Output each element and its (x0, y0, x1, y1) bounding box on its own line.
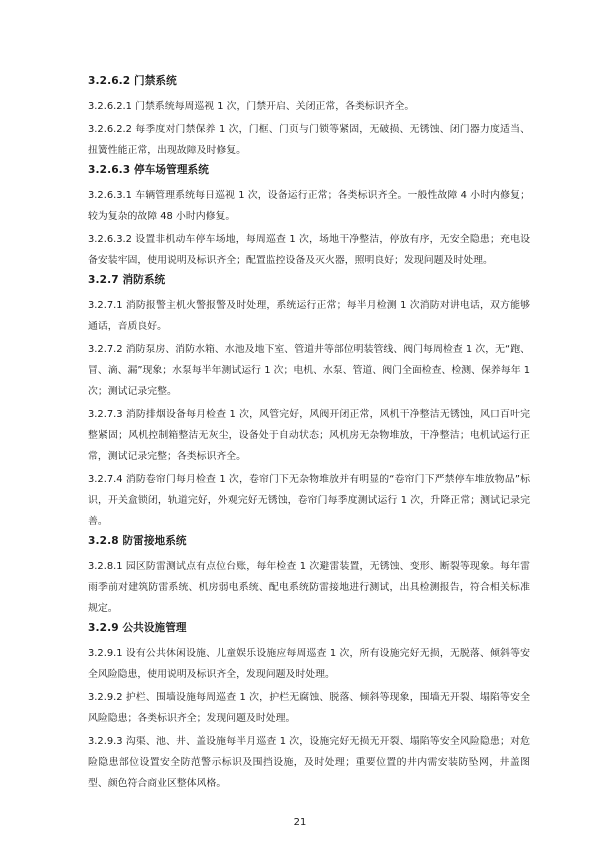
document-body (88, 74, 530, 796)
body-paragraph: 3.2.9.3 沟渠、池、井、盖设施每半月巡查 1 次，设施完好无损无开裂、塌陷等安全风险隐患；对危险隐患部位设置安全防范警示标识及围挡设施，及时处理；重要位置的井内需安装防坠网，井盖图型、颜色符合商业区整体风格。 (88, 736, 530, 789)
body-paragraph: 3.2.6.2.2 每季度对门禁保养 1 次，门框、门页与门锁等紧固，无破损、无锈蚀、闭门器力度适当、扭簧性能正常，出现故障及时修复。 (88, 124, 530, 156)
page-number: 21 (293, 817, 307, 828)
section-heading: 3.2.7 消防系统 (88, 274, 166, 286)
section-heading: 3.2.8 防雷接地系统 (88, 535, 187, 547)
body-paragraph: 3.2.9.1 设有公共休闲设施、儿童娱乐设施应每周巡查 1 次，所有设施完好无损，无脱落、倾斜等安全风险隐患，使用说明及标识齐全，发现问题及时处理。 (88, 648, 530, 680)
body-paragraph: 3.2.9.2 护栏、围墙设施每周巡查 1 次，护栏无腐蚀、脱落、倾斜等现象，围墙无开裂、塌陷等安全风险隐患；各类标识齐全；发现问题及时处理。 (88, 692, 530, 724)
body-paragraph: 3.2.7.1 消防报警主机火警报警及时处理，系统运行正常；每半月检测 1 次消防对讲电话，双方能够通话，音质良好。 (88, 300, 530, 332)
section-heading: 3.2.6.2 门禁系统 (88, 75, 177, 87)
section-heading: 3.2.9 公共设施管理 (88, 622, 187, 634)
body-paragraph: 3.2.6.3.1 车辆管理系统每日巡视 1 次，设备运行正常；各类标识齐全。一般性故障 4 小时内修复；较为复杂的故障 48 小时内修复。 (88, 190, 530, 222)
body-paragraph: 3.2.7.2 消防泵房、消防水箱、水池及地下室、管道井等部位明装管线、阀门每周检查 1 次，无“跑、冒、滴、漏”现象；水泵每半年测试运行 1 次；电机、水泵、管道、阀门全面检查、检测、保养每年 1 次；测试记录完整。 (88, 344, 530, 397)
body-paragraph: 3.2.7.4 消防卷帘门每月检查 1 次，卷帘门下无杂物堆放并有明显的“卷帘门下严禁停车堆放物品”标识，开关盒锁闭，轨道完好，外观完好无锈蚀，卷帘门每季度测试运行 1 次，升降正常；测试记录完善。 (88, 474, 530, 527)
body-paragraph: 3.2.6.2.1 门禁系统每周巡视 1 次，门禁开启、关闭正常，各类标识齐全。 (88, 101, 415, 112)
section-heading: 3.2.6.3 停车场管理系统 (88, 164, 209, 176)
body-paragraph: 3.2.7.3 消防排烟设备每月检查 1 次，风管完好，风阀开闭正常，风机干净整洁无锈蚀，风口百叶完整紧固；风机控制箱整洁无灰尘，设备处于自动状态；风机房无杂物堆放，干净整洁；电机试运行正常，测试记录完整；各类标识齐全。 (88, 409, 530, 462)
body-paragraph: 3.2.6.3.2 设置非机动车停车场地，每周巡查 1 次，场地干净整洁，停放有序，无安全隐患；充电设备安装牢固，使用说明及标识齐全；配置监控设备及灭火器，照明良好；发现问题及时处理。 (88, 234, 530, 266)
body-paragraph: 3.2.8.1 园区防雷测试点有点位台账，每年检查 1 次避雷装置，无锈蚀、变形、断裂等现象。每年雷雨季前对建筑防雷系统、机房弱电系统、配电系统防雷接地进行测试，出具检测报告，符合相关标准规定。 (88, 561, 530, 614)
